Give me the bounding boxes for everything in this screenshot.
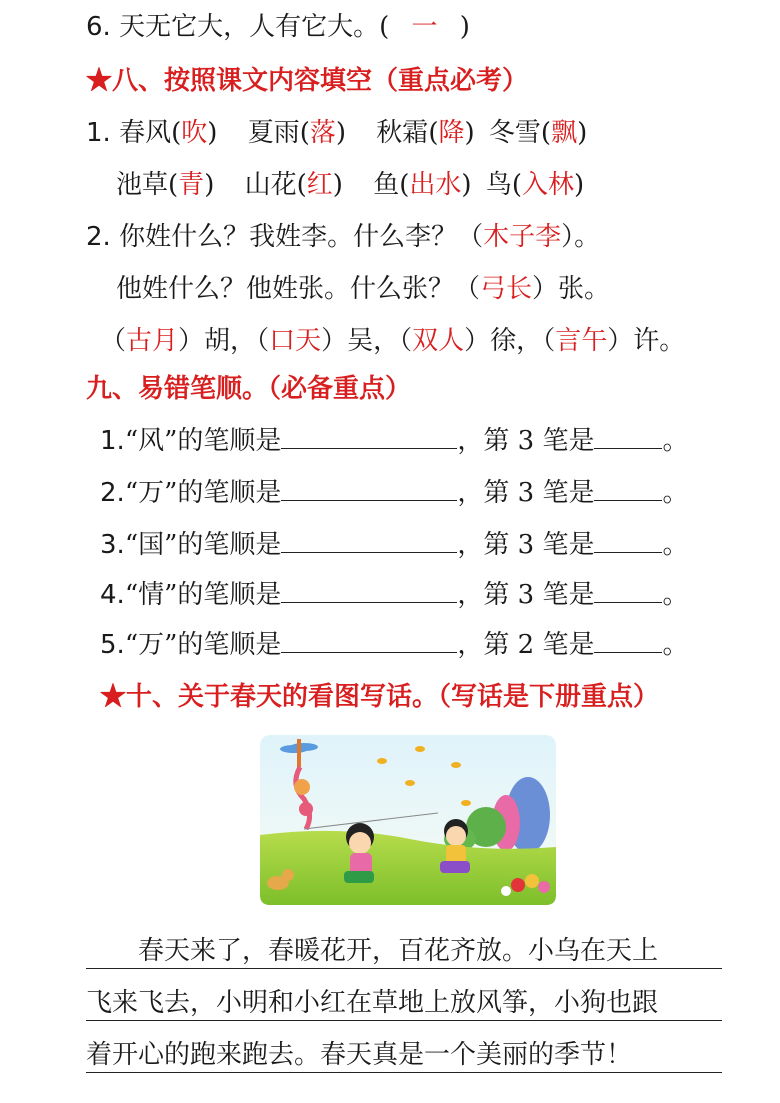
- number: 2.: [100, 478, 125, 508]
- answer: 木子李: [483, 222, 562, 252]
- phrase: 鱼(出水): [373, 170, 472, 200]
- blank-line[interactable]: [594, 530, 662, 553]
- phrase: （古月）胡，: [100, 326, 257, 356]
- text: 他姓什么？他姓张。什么张？（: [116, 274, 481, 304]
- phrase: （口天）吴，: [256, 326, 400, 356]
- fill-2-line-3: [100, 324, 685, 358]
- writing-line-3: 着开心的跑来跑去。春天真是一个美丽的季节！: [86, 1040, 633, 1070]
- period: 。: [662, 426, 689, 456]
- text: ）张。: [532, 274, 611, 304]
- answer: 弓长: [480, 274, 533, 304]
- prompt: “国”的笔顺是: [124, 530, 282, 560]
- fill-1-row-1: [86, 116, 587, 150]
- blank-line[interactable]: [281, 630, 457, 653]
- number: 1.: [100, 426, 125, 456]
- writing-rule: [86, 1020, 722, 1021]
- phrase: 池草(青): [116, 170, 215, 200]
- phrase: 秋霜(降): [376, 118, 475, 148]
- prompt: ，第 3 笔是: [457, 478, 595, 508]
- number: 5.: [100, 630, 125, 660]
- section-9-heading: 九、易错笔顺。（必备重点）: [86, 374, 412, 404]
- stroke-row: [100, 424, 689, 458]
- blank-line[interactable]: [594, 426, 662, 449]
- phrase: 冬雪(飘): [488, 118, 588, 148]
- blank-line[interactable]: [281, 530, 457, 553]
- text: ）。: [561, 222, 601, 252]
- stroke-row: [100, 578, 689, 612]
- writing-line-2: 飞来飞去，小明和小红在草地上放风筝，小狗也跟: [86, 988, 659, 1018]
- blank-line[interactable]: [594, 478, 662, 501]
- prompt: ，第 3 笔是: [457, 530, 595, 560]
- fill-1-row-2: [116, 168, 584, 202]
- prompt: “情”的笔顺是: [124, 580, 282, 610]
- question-number: 1.: [86, 118, 111, 148]
- question-text: 天无它大，人有它大。(: [119, 12, 390, 42]
- fill-2-line-2: [116, 272, 610, 306]
- section-10-heading: ★十、关于春天的看图写话。（写话是下册重点）: [100, 682, 660, 712]
- section-8-heading: ★八、按照课文内容填空（重点必考）: [86, 66, 529, 96]
- prompt: “万”的笔顺是: [124, 630, 282, 660]
- phrase: （双人）徐，: [399, 326, 543, 356]
- answer: 一: [411, 12, 438, 42]
- spring-kite-illustration: [260, 735, 556, 905]
- stroke-row: [100, 628, 689, 662]
- close-paren: ): [459, 12, 470, 42]
- writing-rule: [86, 968, 722, 969]
- blank-line[interactable]: [281, 580, 457, 603]
- number: 4.: [100, 580, 125, 610]
- phrase: 春风(吹): [119, 118, 218, 148]
- phrase: 山花(红): [244, 170, 343, 200]
- phrase: 夏雨(落): [247, 118, 347, 148]
- period: 。: [662, 530, 689, 560]
- blank-line[interactable]: [281, 478, 457, 501]
- number: 3.: [100, 530, 125, 560]
- question-6: [86, 10, 470, 44]
- stroke-row: [100, 476, 689, 510]
- fill-2-line-1: [86, 220, 600, 254]
- question-number: 2.: [86, 222, 111, 252]
- blank-line[interactable]: [594, 630, 662, 653]
- prompt: ，第 2 笔是: [457, 630, 595, 660]
- prompt: ，第 3 笔是: [457, 426, 595, 456]
- writing-line-1: 春天来了，春暖花开，百花齐放。小乌在天上: [86, 936, 659, 966]
- period: 。: [662, 478, 689, 508]
- phrase: （言午）许。: [542, 326, 686, 356]
- question-number: 6.: [86, 12, 111, 42]
- period: 。: [662, 630, 689, 660]
- stroke-row: [100, 528, 689, 562]
- blank-line[interactable]: [594, 580, 662, 603]
- phrase: 鸟(入林): [485, 170, 585, 200]
- text: 你姓什么？我姓李。什么李？（: [119, 222, 484, 252]
- writing-rule: [86, 1072, 722, 1073]
- blank-line[interactable]: [281, 426, 457, 449]
- prompt: “万”的笔顺是: [124, 478, 282, 508]
- prompt: “风”的笔顺是: [124, 426, 282, 456]
- prompt: ，第 3 笔是: [457, 580, 595, 610]
- period: 。: [662, 580, 689, 610]
